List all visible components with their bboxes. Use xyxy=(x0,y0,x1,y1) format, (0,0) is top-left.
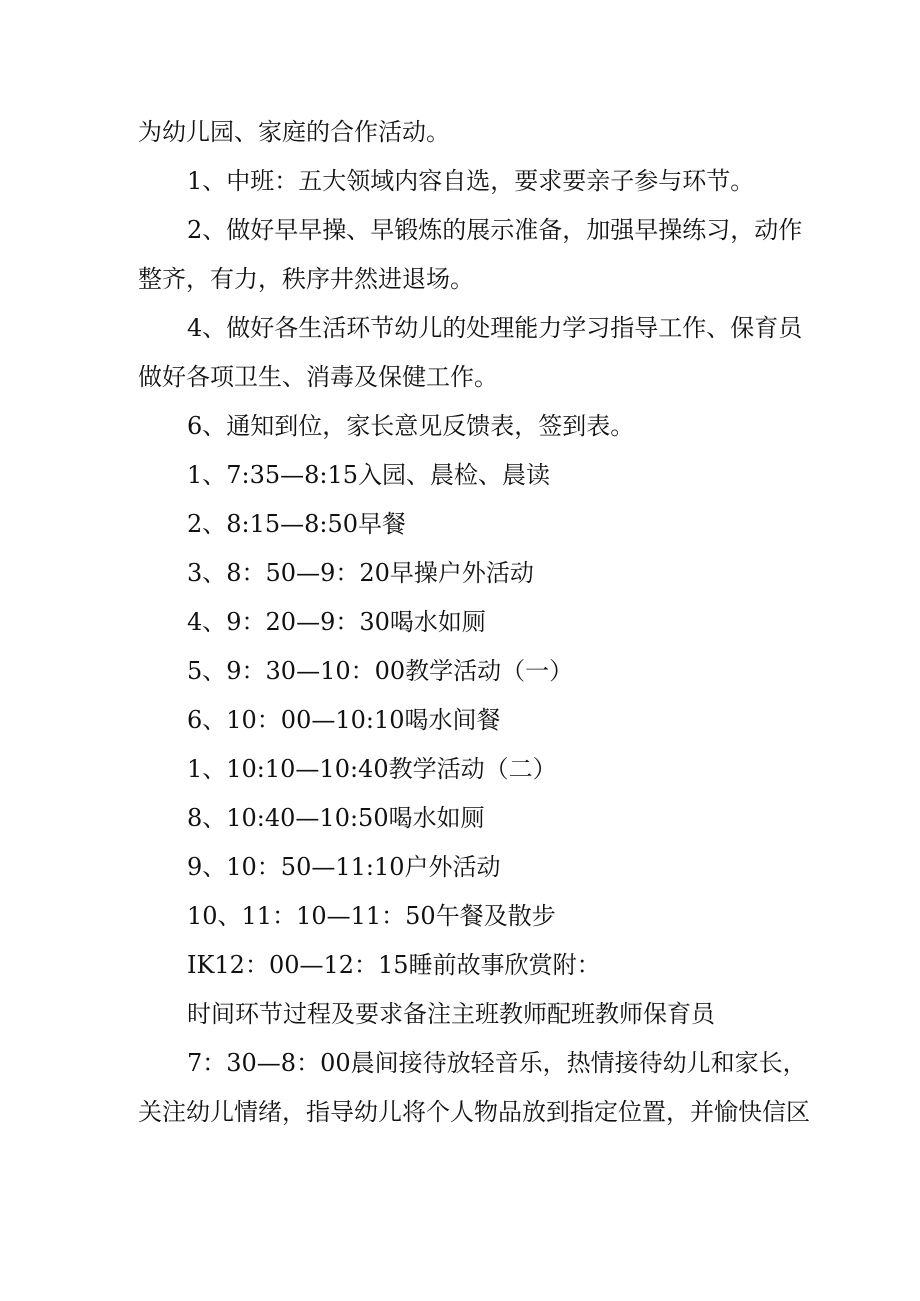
text-line: 7：30—8：00晨间接待放轻音乐，热情接待幼儿和家长， xyxy=(187,1049,807,1077)
text-line: 为幼儿园、家庭的合作活动。 xyxy=(138,118,450,146)
text-line: 5、9：30—10：00教学活动（一） xyxy=(187,657,574,685)
text-line: 1、中班：五大领域内容自选，要求要亲子参与环节。 xyxy=(187,167,755,195)
text-line: 关注幼儿情绪，指导幼儿将个人物品放到指定位置，并愉快信区 xyxy=(138,1098,810,1126)
text-line: 1、7:35—8:15入园、晨检、晨读 xyxy=(187,461,551,489)
text-line: 4、做好各生活环节幼儿的处理能力学习指导工作、保育员 xyxy=(187,314,803,342)
text-line: 9、10：50—11:10户外活动 xyxy=(187,853,501,881)
text-line: 整齐，有力，秩序井然进退场。 xyxy=(138,265,474,293)
text-line: 4、9：20—9：30喝水如厕 xyxy=(187,608,486,636)
text-line: IK12：00—12：15睡前故事欣赏附： xyxy=(187,951,601,979)
text-line: 6、10：00—10:10喝水间餐 xyxy=(187,706,501,734)
text-line: 1、10:10—10:40教学活动（二） xyxy=(187,755,557,783)
text-line: 2、做好早早操、早锻炼的展示准备，加强早操练习，动作 xyxy=(187,216,803,244)
text-line: 2、8:15—8:50早餐 xyxy=(187,510,407,538)
text-line: 做好各项卫生、消毒及保健工作。 xyxy=(138,363,498,391)
text-line: 3、8：50—9：20早操户外活动 xyxy=(187,559,534,587)
text-line: 8、10:40—10:50喝水如厕 xyxy=(187,804,485,832)
text-line: 6、通知到位，家长意见反馈表，签到表。 xyxy=(187,412,635,440)
text-line: 10、11：10—11：50午餐及散步 xyxy=(187,902,556,930)
text-line: 时间环节过程及要求备注主班教师配班教师保育员 xyxy=(187,1000,715,1028)
